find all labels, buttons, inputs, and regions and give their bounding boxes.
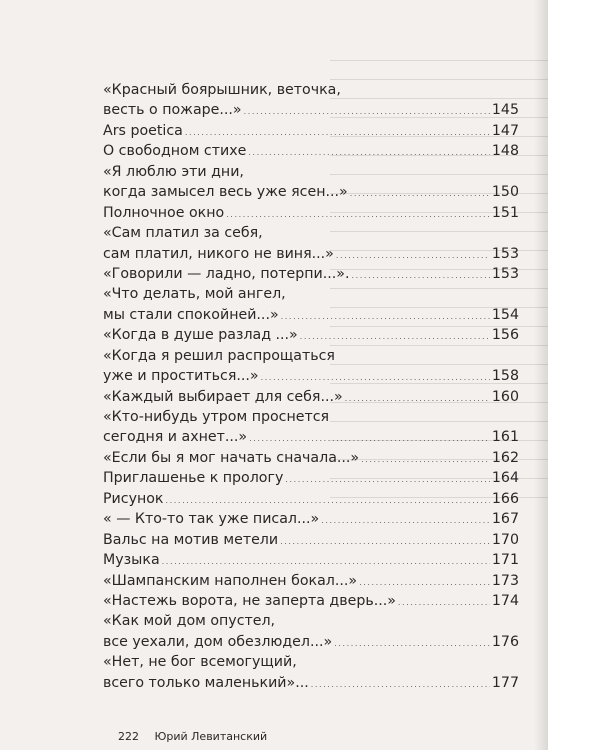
toc-entry-page: 153 bbox=[491, 245, 519, 262]
toc-entry-title-line1: «Кто-нибудь утром проснется bbox=[103, 409, 330, 425]
toc-entry-page: 150 bbox=[491, 184, 519, 201]
toc-entry bbox=[103, 223, 519, 264]
toc-entry bbox=[103, 407, 519, 448]
toc-entry-title: О свободном стихе bbox=[103, 143, 247, 160]
toc-entry bbox=[103, 325, 519, 345]
toc-entry bbox=[103, 448, 519, 468]
toc-entry bbox=[103, 121, 519, 141]
author-name: Юрий Левитанский bbox=[154, 730, 268, 743]
toc-entry-title: « — Кто-то так уже писал...» bbox=[103, 511, 320, 528]
toc-entry-page: 147 bbox=[491, 122, 519, 139]
dot-leader bbox=[300, 327, 490, 347]
toc-entry-title: Вальс на мотив метели bbox=[103, 531, 279, 548]
dot-leader bbox=[280, 532, 490, 552]
toc-entry-line bbox=[103, 244, 519, 264]
toc-entry bbox=[103, 346, 519, 387]
dot-leader bbox=[244, 102, 490, 122]
toc-entry bbox=[103, 489, 519, 509]
toc-entry-first-line bbox=[103, 346, 519, 366]
toc-entry-page: 151 bbox=[491, 204, 519, 221]
toc-entry bbox=[103, 387, 519, 407]
dot-leader bbox=[166, 491, 490, 511]
toc-entry-title: «Если бы я мог начать сначала...» bbox=[103, 449, 360, 466]
toc-entry bbox=[103, 80, 519, 121]
toc-entry-line bbox=[103, 591, 519, 611]
toc-entry-title: Рисунок bbox=[103, 490, 164, 507]
toc-entry bbox=[103, 264, 519, 284]
dot-leader bbox=[249, 429, 490, 449]
dot-leader bbox=[226, 205, 490, 225]
toc-entry-line bbox=[103, 387, 519, 407]
toc-entry-first-line bbox=[103, 611, 519, 631]
toc-entry-page: 170 bbox=[491, 531, 519, 548]
toc-entry-line bbox=[103, 427, 519, 447]
toc-entry-line bbox=[103, 305, 519, 325]
toc-entry-title: «Настежь ворота, не заперта дверь...» bbox=[103, 592, 396, 609]
toc-entry-title: Музыка bbox=[103, 552, 160, 569]
toc-entry-title: «Когда в душе разлад ...» bbox=[103, 327, 298, 344]
toc-entry-title-line1: «Сам платил за себя, bbox=[103, 225, 263, 242]
toc-entry-line bbox=[103, 121, 519, 141]
dot-leader bbox=[281, 307, 490, 327]
toc-entry bbox=[103, 652, 519, 693]
dot-leader bbox=[285, 470, 490, 490]
toc-entry bbox=[103, 203, 519, 223]
toc-entry-line bbox=[103, 632, 519, 652]
toc-entry-title: весть о пожаре...» bbox=[103, 102, 242, 119]
page-edge-shadow bbox=[534, 0, 548, 750]
toc-entry-first-line bbox=[103, 162, 519, 182]
page-number: 222 bbox=[118, 730, 139, 743]
toc-entry-title: «Говорили — ладно, потерпи...». bbox=[103, 265, 350, 282]
toc-entry-title: сам платил, никого не виня...» bbox=[103, 245, 334, 262]
toc-entry-title: мы стали спокойней...» bbox=[103, 306, 279, 323]
dot-leader bbox=[398, 593, 490, 613]
toc-entry-page: 171 bbox=[491, 552, 519, 569]
toc-entry-page: 158 bbox=[491, 368, 519, 385]
toc-entry-page: 167 bbox=[491, 511, 519, 528]
running-footer bbox=[118, 730, 267, 743]
dot-leader bbox=[336, 246, 490, 266]
toc-entry-title: уже и проститься...» bbox=[103, 368, 259, 385]
toc-entry-title: сегодня и ахнет...» bbox=[103, 429, 248, 446]
toc-entry-title: «Каждый выбирает для себя...» bbox=[103, 388, 343, 405]
dot-leader bbox=[321, 511, 490, 531]
toc-entry-first-line bbox=[103, 284, 519, 304]
toc-entry-page: 173 bbox=[491, 572, 519, 589]
toc-entry bbox=[103, 284, 519, 325]
toc-entry-page: 154 bbox=[491, 306, 519, 323]
toc-entry-line bbox=[103, 100, 519, 120]
toc-entry-line bbox=[103, 448, 519, 468]
dot-leader bbox=[248, 143, 490, 163]
toc-entry-line bbox=[103, 468, 519, 488]
dot-leader bbox=[361, 450, 490, 470]
toc-entry-title-line1: «Нет, не бог всемогущий, bbox=[103, 654, 297, 671]
toc-entry-first-line bbox=[103, 407, 519, 427]
toc-entry-line bbox=[103, 550, 519, 570]
toc-entry bbox=[103, 530, 519, 550]
toc-entry-line bbox=[103, 530, 519, 550]
dot-leader bbox=[350, 184, 490, 204]
toc-entry-page: 174 bbox=[491, 592, 519, 609]
toc-entry-page: 161 bbox=[491, 429, 519, 446]
toc-entry-page: 177 bbox=[491, 674, 519, 691]
dot-leader bbox=[162, 552, 490, 572]
toc-entry-title-line1: «Когда я решил распрощаться bbox=[103, 347, 335, 364]
toc-entry-line bbox=[103, 325, 519, 345]
toc-entry-title: Полночное окно bbox=[103, 204, 225, 221]
toc-entry-first-line bbox=[103, 80, 519, 100]
toc-entry-page: 176 bbox=[491, 633, 519, 650]
toc-entry-title: Приглашенье к прологу bbox=[103, 470, 284, 487]
toc-entry bbox=[103, 571, 519, 591]
dot-leader bbox=[334, 634, 490, 654]
toc-entry bbox=[103, 611, 519, 652]
toc-entry bbox=[103, 591, 519, 611]
toc-entry-title-line1: «Как мой дом опустел, bbox=[103, 613, 276, 630]
toc-entry-page: 145 bbox=[491, 102, 519, 119]
toc-entry-page: 166 bbox=[491, 490, 519, 507]
dot-leader bbox=[311, 675, 490, 695]
dot-leader bbox=[352, 266, 490, 286]
toc-entry-line bbox=[103, 489, 519, 509]
toc-entry bbox=[103, 141, 519, 161]
toc-entry-first-line bbox=[103, 223, 519, 243]
toc-entry-page: 160 bbox=[491, 388, 519, 405]
toc-entry-title-line1: «Красный боярышник, веточка, bbox=[103, 82, 341, 98]
toc-entry-title: «Шампанским наполнен бокал...» bbox=[103, 572, 358, 589]
toc-entry-title-line1: «Что делать, мой ангел, bbox=[103, 286, 286, 303]
dot-leader bbox=[185, 123, 490, 143]
toc-entry bbox=[103, 468, 519, 488]
toc-entry-line bbox=[103, 509, 519, 529]
toc-entry-page: 156 bbox=[491, 327, 519, 344]
dot-leader bbox=[359, 573, 490, 593]
toc-entry-line bbox=[103, 673, 519, 693]
toc-entry-page: 162 bbox=[491, 449, 519, 466]
toc-entry bbox=[103, 509, 519, 529]
toc-entry-title: Ars poetica bbox=[103, 122, 183, 139]
toc-entry-title: все уехали, дом обезлюдел...» bbox=[103, 633, 333, 650]
toc-entry-line bbox=[103, 182, 519, 202]
toc-entry-title: всего только маленький»... bbox=[103, 674, 309, 691]
toc-entry-line bbox=[103, 264, 519, 284]
toc-entry-line bbox=[103, 203, 519, 223]
toc-entry-line bbox=[103, 571, 519, 591]
toc-entry bbox=[103, 162, 519, 203]
toc-entry-title: когда замысел весь уже ясен...» bbox=[103, 184, 348, 201]
toc-entry-first-line bbox=[103, 652, 519, 672]
toc-entry bbox=[103, 550, 519, 570]
table-of-contents bbox=[103, 80, 519, 693]
toc-entry-line bbox=[103, 141, 519, 161]
toc-entry-page: 148 bbox=[491, 143, 519, 160]
toc-entry-page: 153 bbox=[491, 265, 519, 282]
toc-entry-title-line1: «Я люблю эти дни, bbox=[103, 163, 244, 180]
dot-leader bbox=[261, 368, 490, 388]
dot-leader bbox=[345, 389, 490, 409]
toc-entry-page: 164 bbox=[491, 470, 519, 487]
toc-entry-line bbox=[103, 366, 519, 386]
